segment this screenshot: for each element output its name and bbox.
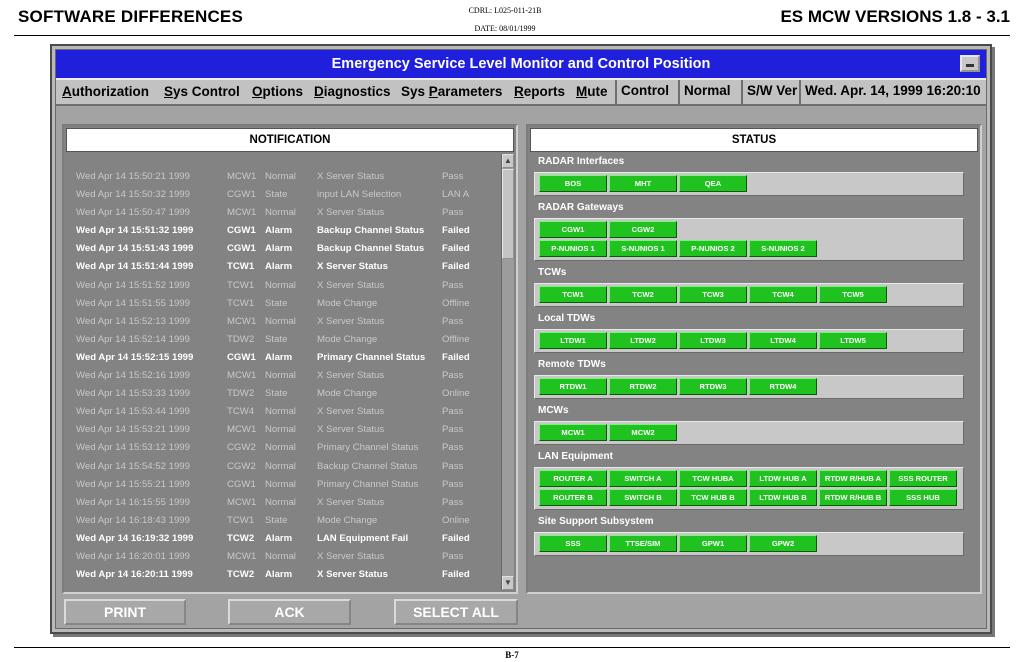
status-section-title: RADAR Gateways [538,202,624,213]
device-status-button[interactable]: TCW HUBA [679,470,747,487]
notification-timestamp: Wed Apr 14 16:19:32 1999 [76,532,194,544]
notification-row[interactable] [72,168,502,186]
status-section-title: RADAR Interfaces [538,156,625,167]
notification-node: TDW2 [227,388,255,400]
notification-node: MCW1 [227,370,257,382]
status-header: STATUS [530,128,978,152]
menu-sys-parameters[interactable] [401,80,502,104]
notification-result: LAN A [442,189,470,201]
device-status-button[interactable]: CGW2 [609,221,677,238]
device-status-button[interactable]: QEA [679,175,747,192]
device-status-button[interactable]: P-NUNIOS 2 [679,240,747,257]
menu-mnemonic: R [514,84,524,99]
print-button[interactable]: PRINT [64,599,186,625]
menu-label: ptions [262,84,304,99]
notification-timestamp: Wed Apr 14 16:20:11 1999 [76,569,193,581]
device-status-button[interactable]: LTDW1 [539,332,607,349]
status-section-title: Site Support Subsystem [538,516,654,527]
notification-severity: Alarm [265,243,293,255]
notification-node: MCW1 [227,550,257,562]
notification-description: Primary Channel Status [317,442,419,454]
device-status-button[interactable]: CGW1 [539,221,607,238]
notification-description: X Server Status [317,315,385,327]
document-version-title: ES MCW VERSIONS 1.8 - 3.1 [780,7,1010,26]
notification-row[interactable] [72,367,502,385]
device-status-button[interactable]: P-NUNIOS 1 [539,240,607,257]
notification-severity: Alarm [265,532,293,544]
menu-label: uthorization [71,84,149,99]
notification-description: X Server Status [317,550,385,562]
notification-node: MCW1 [227,496,257,508]
device-status-button[interactable]: SSS [539,535,607,552]
notification-row[interactable] [72,494,502,512]
notification-result: Pass [442,550,464,562]
scroll-thumb[interactable] [502,169,514,259]
notification-result: Pass [442,406,464,418]
notification-description: X Server Status [317,261,388,273]
window-title: Emergency Service Level Monitor and Control Position [331,56,711,72]
notification-timestamp: Wed Apr 14 15:50:32 1999 [76,189,190,201]
status-panel [526,124,982,594]
menu-mnemonic: S [164,84,174,99]
notification-row[interactable] [72,222,502,240]
status-section-title: TCWs [538,267,567,278]
footer-rule [14,647,1010,648]
notification-result: Pass [442,460,464,472]
notification-description: X Server Status [317,171,385,182]
notification-timestamp: Wed Apr 14 15:51:43 1999 [76,243,194,255]
device-status-button[interactable]: TCW3 [679,286,747,303]
notification-row[interactable] [72,349,502,367]
notification-header: NOTIFICATION [66,128,514,152]
menu-mnemonic: P [428,84,438,99]
notification-severity: Normal [265,315,296,327]
device-status-button[interactable]: RTDW R/HUB B [819,489,887,506]
status-section-box [534,375,964,399]
menu-options[interactable] [252,80,303,104]
notification-result: Pass [442,370,464,382]
notification-node: CGW1 [227,243,256,255]
notification-row[interactable] [72,439,502,457]
notification-row[interactable] [72,458,502,476]
notification-severity: State [265,333,288,345]
device-status-button[interactable]: TCW1 [539,286,607,303]
device-status-button[interactable]: LTDW HUB A [749,470,817,487]
device-status-button[interactable]: TCW HUB B [679,489,747,506]
menu-mnemonic: M [576,84,588,99]
device-status-button[interactable]: LTDW2 [609,332,677,349]
notification-severity: Normal [265,406,296,418]
status-section-box [534,329,964,353]
device-status-button[interactable]: SWITCH B [609,489,677,506]
notification-timestamp: Wed Apr 14 16:18:43 1999 [76,514,190,526]
device-status-button[interactable]: TCW5 [819,286,887,303]
notification-result: Offline [442,297,470,309]
notification-result: Offline [442,333,470,345]
device-status-button[interactable]: SSS ROUTER [889,470,957,487]
page-number: B-7 [505,650,519,660]
notification-description: X Server Status [317,406,385,418]
operating-mode-indicator[interactable]: Normal [678,80,741,104]
menu-label: iagnostics [323,84,391,99]
device-status-button[interactable]: MCW2 [609,424,677,441]
document-title: SOFTWARE DIFFERENCES [18,7,244,26]
notification-node: TCW2 [227,532,255,544]
device-status-button[interactable]: MHT [609,175,677,192]
app-window-body [55,49,987,629]
device-status-button[interactable]: LTDW HUB B [749,489,817,506]
menu-label: eports [523,84,566,99]
device-status-button[interactable]: TCW4 [749,286,817,303]
notification-severity: State [265,388,288,400]
menu-sys-control[interactable] [164,80,240,104]
notification-description: Mode Change [317,333,378,345]
notification-description: input LAN Selection [317,189,402,201]
notification-timestamp: Wed Apr 14 15:53:21 1999 [76,424,190,436]
status-section-box [534,172,964,196]
notification-severity: Alarm [265,569,293,581]
notification-node: TCW2 [227,569,255,581]
scroll-down-arrow-icon[interactable]: ▼ [502,576,514,590]
notification-description: Mode Change [317,388,378,400]
notification-timestamp: Wed Apr 14 15:51:52 1999 [76,279,190,291]
notification-row[interactable] [72,421,502,439]
document-cdrl: CDRL: L025-011-21B [468,6,542,15]
device-status-button[interactable]: MCW1 [539,424,607,441]
device-status-button[interactable]: BOS [539,175,607,192]
sw-version-button[interactable]: S/W Ver [741,80,799,104]
status-section-title: Local TDWs [538,313,596,324]
notification-description: LAN Equipment Fail [317,532,409,544]
notification-result: Pass [442,315,464,327]
notification-description: X Server Status [317,424,385,436]
notification-description: Primary Channel Status [317,478,419,490]
menu-bar [56,78,986,106]
notification-timestamp: Wed Apr 14 15:53:12 1999 [76,442,190,454]
notification-description: Mode Change [317,514,378,526]
notification-timestamp: Wed Apr 14 15:51:55 1999 [76,297,190,309]
device-status-button[interactable]: ROUTER B [539,489,607,506]
notification-timestamp: Wed Apr 14 15:53:33 1999 [76,388,190,400]
notification-description: X Server Status [317,370,385,382]
notification-description: Primary Channel Status [317,351,426,363]
device-status-button[interactable]: RTDW R/HUB A [819,470,887,487]
notification-timestamp: Wed Apr 14 15:52:15 1999 [76,351,194,363]
menu-mnemonic: A [62,84,72,99]
notification-result: Failed [442,261,470,273]
device-status-button[interactable]: TCW2 [609,286,677,303]
menu-label: ute [587,84,608,99]
notification-timestamp: Wed Apr 14 16:20:01 1999 [76,550,190,562]
notification-description: Mode Change [317,297,378,309]
notification-severity: Normal [265,370,296,382]
notification-timestamp: Wed Apr 14 15:54:52 1999 [76,460,190,472]
status-section-title: MCWs [538,405,569,416]
notification-timestamp: Wed Apr 14 15:52:16 1999 [76,370,190,382]
notification-node: CGW1 [227,351,256,363]
notification-description: Backup Channel Status [317,225,425,237]
notification-result: Failed [442,225,470,237]
notification-node: TCW1 [227,261,255,273]
notification-timestamp: Wed Apr 14 15:52:13 1999 [76,315,190,327]
notification-node: MCW1 [227,207,257,219]
notification-node: MCW1 [227,315,257,327]
notification-timestamp: Wed Apr 14 15:51:44 1999 [76,261,194,273]
notification-list [72,168,502,584]
notification-severity: Normal [265,550,296,562]
notification-panel [62,124,518,594]
status-section-box [534,532,964,556]
device-status-button[interactable]: LTDW5 [819,332,887,349]
status-section-box [534,218,964,261]
notification-result: Failed [442,351,470,363]
menu-authorization[interactable] [62,80,149,104]
notification-description: X Server Status [317,569,388,581]
notification-row[interactable] [72,403,502,421]
notification-row[interactable] [72,295,502,313]
notification-row[interactable] [72,385,502,403]
notification-timestamp: Wed Apr 14 15:53:44 1999 [76,406,190,418]
notification-description: X Server Status [317,279,385,291]
notification-result: Failed [442,243,470,255]
notification-severity: Alarm [265,225,293,237]
notification-row[interactable] [72,258,502,276]
notification-result: Pass [442,478,464,490]
notification-description: X Server Status [317,496,385,508]
device-status-button[interactable]: GPW1 [679,535,747,552]
notification-row[interactable] [72,240,502,258]
notification-node: TCW1 [227,279,255,291]
minimize-icon [966,64,974,67]
notification-severity: Alarm [265,351,293,363]
status-section-title: Remote TDWs [538,359,606,370]
notification-description: Backup Channel Status [317,243,425,255]
device-status-button[interactable]: RTDW1 [539,378,607,395]
notification-row[interactable] [72,204,502,222]
notification-row[interactable] [72,186,502,204]
device-status-button[interactable]: S-NUNIOS 2 [749,240,817,257]
menu-label: arameters [437,84,503,99]
notification-severity: Normal [265,442,296,454]
notification-severity: Normal [265,478,296,490]
status-section-box [534,467,964,510]
notification-timestamp: Wed Apr 14 15:52:14 1999 [76,333,190,345]
notification-severity: Alarm [265,261,293,273]
notification-row[interactable] [72,313,502,331]
select-all-button[interactable]: SELECT ALL [394,599,518,625]
notification-severity: Normal [265,496,296,508]
menu-mnemonic: D [314,84,324,99]
notification-severity: Normal [265,171,296,182]
menu-diagnostics[interactable] [314,80,391,104]
notification-node: CGW1 [227,478,256,490]
notification-severity: State [265,189,288,201]
device-status-button[interactable]: ROUTER A [539,470,607,487]
device-status-button[interactable]: RTDW2 [609,378,677,395]
notification-scrollbar[interactable] [501,154,514,590]
ack-button[interactable]: ACK [228,599,351,625]
notification-result: Pass [442,207,464,219]
device-status-button[interactable]: SSS HUB [889,489,957,506]
notification-description: Backup Channel Status [317,460,418,472]
notification-row[interactable] [72,476,502,494]
header-rule [14,35,1010,36]
notification-node: TCW4 [227,406,255,418]
date-time-display: Wed. Apr. 14, 1999 16:20:10 [799,80,988,104]
notification-row[interactable] [72,548,502,566]
notification-row[interactable] [72,331,502,349]
status-section-box [534,421,964,445]
notification-node: TCW1 [227,297,255,309]
device-status-button[interactable]: LTDW3 [679,332,747,349]
status-section-title: LAN Equipment [538,451,613,462]
title-bar[interactable] [56,50,986,78]
device-status-button[interactable]: RTDW3 [679,378,747,395]
notification-severity: State [265,514,288,526]
minimize-button[interactable] [960,55,980,72]
scroll-up-arrow-icon[interactable]: ▲ [502,154,514,168]
notification-result: Pass [442,496,464,508]
menu-label-prefix: Sys [401,84,429,99]
device-status-button[interactable]: TTSE/SIM [609,535,677,552]
menu-mnemonic: O [252,84,263,99]
app-window [50,44,992,634]
status-section-box [534,283,964,307]
notification-timestamp: Wed Apr 14 16:15:55 1999 [76,496,190,508]
notification-result: Online [442,514,470,526]
notification-result: Failed [442,569,470,581]
device-status-button[interactable]: S-NUNIOS 1 [609,240,677,257]
notification-result: Online [442,388,470,400]
menu-mute[interactable] [576,80,608,104]
notification-row[interactable] [72,530,502,548]
notification-result: Failed [442,532,470,544]
device-status-button[interactable]: RTDW4 [749,378,817,395]
notification-timestamp: Wed Apr 14 15:50:21 1999 [76,171,190,182]
notification-severity: Normal [265,460,296,472]
document-date: DATE: 08/01/1999 [474,24,536,33]
device-status-button[interactable]: LTDW4 [749,332,817,349]
notification-timestamp: Wed Apr 14 15:50:47 1999 [76,207,190,219]
notification-node: MCW1 [227,171,257,182]
notification-result: Pass [442,279,464,291]
notification-row[interactable] [72,512,502,530]
notification-node: CGW1 [227,189,256,201]
notification-severity: Normal [265,207,296,219]
notification-row[interactable] [72,566,502,584]
notification-timestamp: Wed Apr 14 15:55:21 1999 [76,478,190,490]
notification-severity: State [265,297,288,309]
notification-row[interactable] [72,277,502,295]
device-status-button[interactable]: GPW2 [749,535,817,552]
notification-description: X Server Status [317,207,385,219]
notification-node: TCW1 [227,514,255,526]
menu-reports[interactable] [514,80,565,104]
device-status-button[interactable]: SWITCH A [609,470,677,487]
notification-node: MCW1 [227,424,257,436]
notification-severity: Normal [265,279,296,291]
notification-result: Pass [442,171,464,182]
notification-node: CGW2 [227,442,256,454]
notification-severity: Normal [265,424,296,436]
notification-node: TDW2 [227,333,255,345]
notification-result: Pass [442,424,464,436]
menu-label: ys Control [173,84,240,99]
control-mode-indicator[interactable]: Control [615,80,678,104]
notification-result: Pass [442,442,464,454]
notification-node: CGW1 [227,225,256,237]
notification-node: CGW2 [227,460,256,472]
notification-timestamp: Wed Apr 14 15:51:32 1999 [76,225,194,237]
